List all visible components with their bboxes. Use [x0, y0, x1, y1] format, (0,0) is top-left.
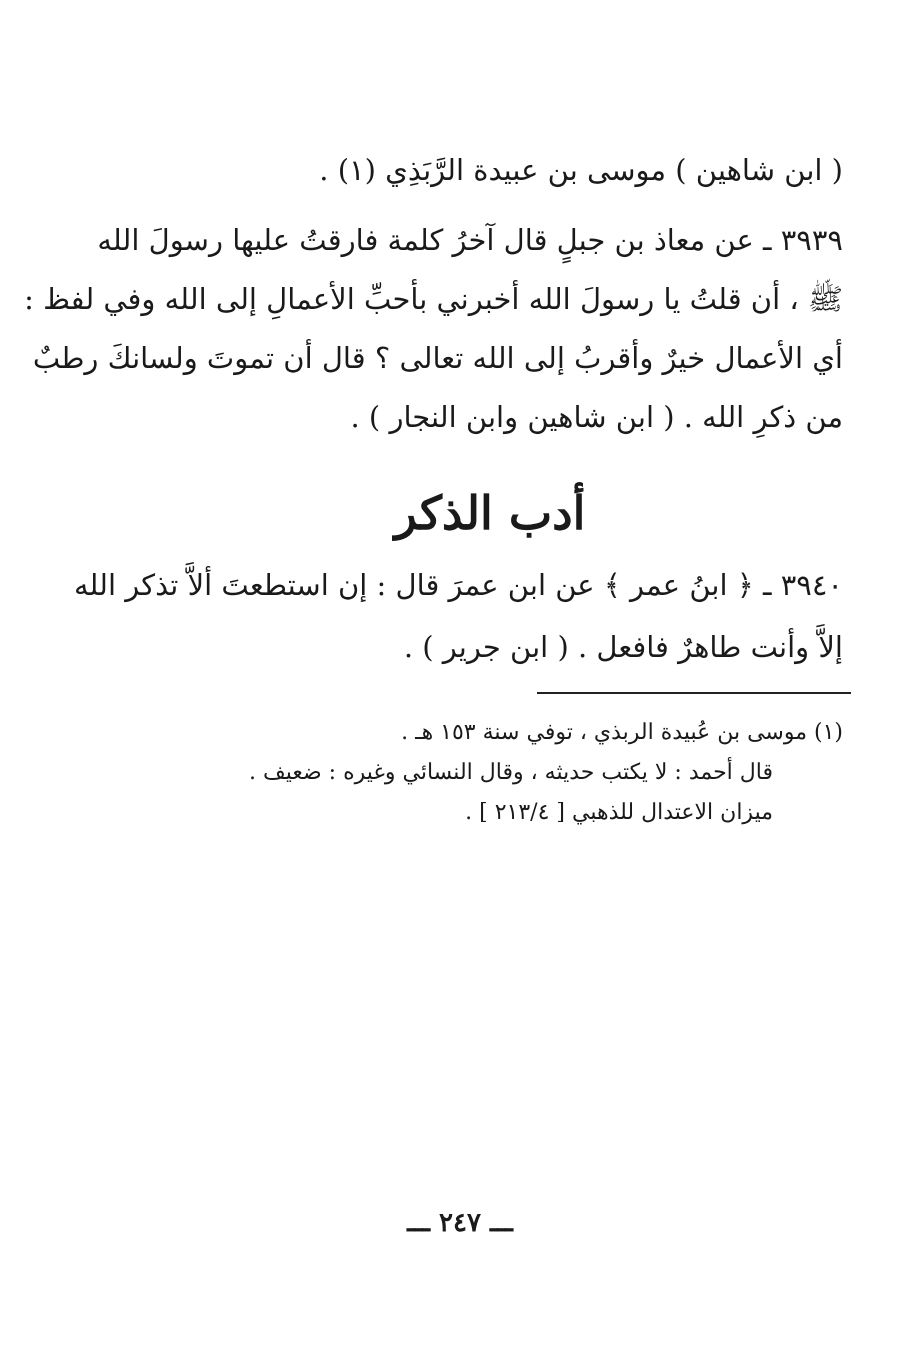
hadith-3939-line-4: من ذكرِ الله . ( ابن شاهين وابن النجار ) . [350, 400, 843, 434]
hadith-3939-line-2: ﷺ ، أن قلتُ يا رسولَ الله أخبرني بأحبِّ الأعمالِ إلى الله وفي لفظ : [24, 282, 843, 316]
footnote-separator [537, 692, 851, 694]
footnote-line-1: (١) موسى بن عُبيدة الربذي ، توفي سنة ١٥٣ هـ . [401, 720, 843, 745]
footnote-line-2: قال أحمد : لا يكتب حديثه ، وقال النسائي وغيره : ضعيف . [249, 760, 773, 785]
footnote-line-3: ميزان الاعتدال للذهبي [ ٢١٣/٤ ] . [465, 800, 773, 825]
hadith-3940-line-2: إلاَّ وأنت طاهرٌ فافعل . ( ابن جرير ) . [403, 630, 843, 664]
page-number: ـــ ٢٤٧ ـــ [407, 1208, 513, 1238]
section-heading: أدب الذكر [394, 486, 586, 540]
text-line-attribution: ( ابن شاهين ) موسى بن عبيدة الرَّبَذِي (١) . [319, 153, 843, 187]
hadith-3940-line-1: ٣٩٤٠ ـ ﴿ ابنُ عمر ﴾ عن ابن عمرَ قال : إن استطعتَ ألاَّ تذكر الله [74, 568, 843, 602]
hadith-3939-line-1: ٣٩٣٩ ـ عن معاذ بن جبلٍ قال آخرُ كلمة فارقتُ عليها رسولَ الله [97, 223, 843, 257]
hadith-3939-line-3: أي الأعمال خيرٌ وأقربُ إلى الله تعالى ؟ قال أن تموتَ ولسانكَ رطبٌ [32, 341, 843, 375]
